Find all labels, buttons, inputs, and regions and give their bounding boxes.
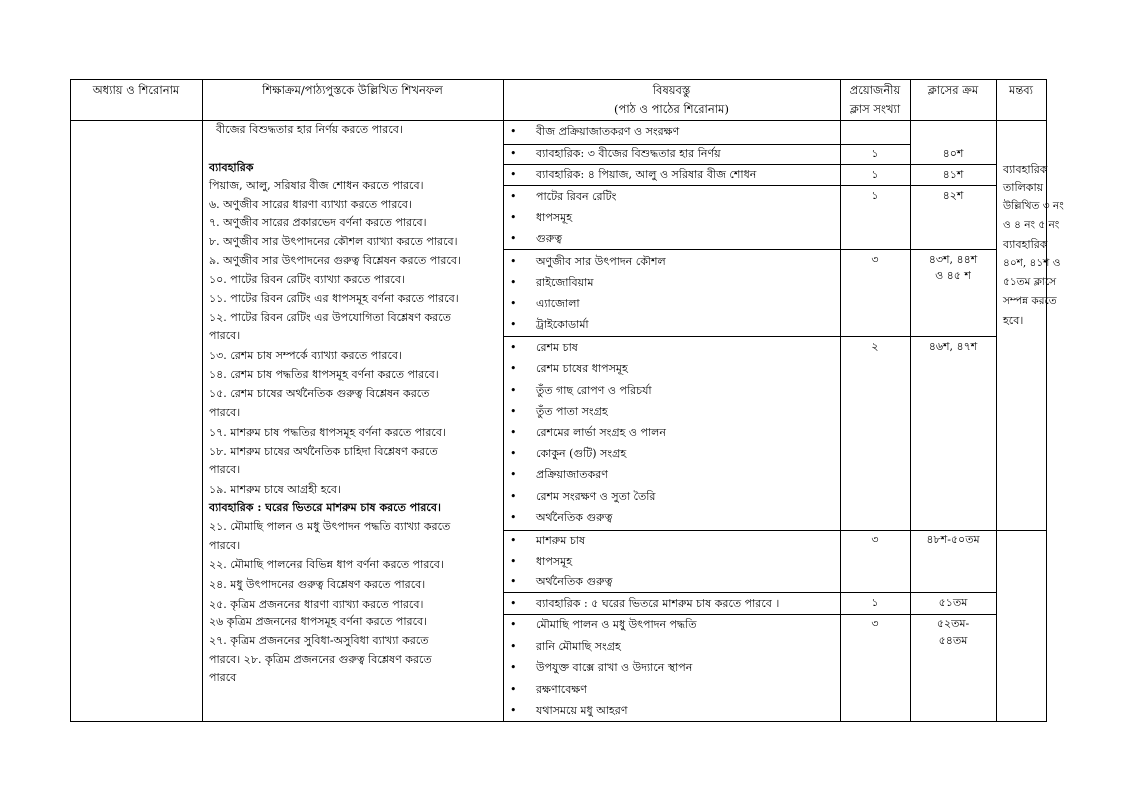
outcome-line: ১১. পাটের রিবন রেটিং এর ধাপসমূহ বর্ণনা করতে পারবে। <box>209 292 459 305</box>
class-count: ১ <box>871 596 879 609</box>
col-line-5 <box>996 79 997 722</box>
row-divider <box>503 592 996 593</box>
outcome-line: ৮. অণুজীব সার উৎপাদনের কৌশল ব্যাখ্যা করতে পারবে। <box>209 235 458 248</box>
header-content-subtitle: (পাঠ ও পাঠের শিরোনাম) <box>614 102 729 116</box>
outcome-line: ১৪. রেশম চাষ পদ্ধতির ধাপসমূহ বর্ণনা করতে পারবে। <box>209 368 439 381</box>
remark-line: ও ৪ নং ৫ নং <box>1003 219 1060 231</box>
row-divider <box>503 164 996 165</box>
remark-line: উল্লিখিত ৩ নং <box>1003 200 1064 212</box>
outcome-line: ২২. মৌমাছি পালনের বিভিন্ন ধাপ বর্ণনা করতে পারবে। <box>209 558 444 571</box>
class-order: ৪২শ <box>942 189 964 202</box>
outcome-line: ১৩. রেশম চাষ সম্পর্কে ব্যাখ্যা করতে পারবে। <box>209 349 402 362</box>
outcome-line: ১২. পাটের রিবন রেটিং এর উপযোগিতা বিশ্লেষণ করতে <box>209 311 451 324</box>
class-order: ৫২তম- <box>936 617 970 630</box>
col-line-1 <box>202 79 203 722</box>
outcome-line: ১৫. রেশম চাষের অর্থনৈতিক গুরুত্ব বিশ্লেষন করতে <box>209 387 430 400</box>
row-divider <box>503 336 996 337</box>
outcome-line: ১০. পাটের রিবন রেটিং ব্যাখ্যা করতে পারবে। <box>209 273 405 286</box>
outcome-line: ৭. অণুজীব সারের প্রকারভেদ বর্ণনা করতে পারবে। <box>209 216 427 229</box>
class-order: ৪৮শ-৫০তম <box>926 533 980 546</box>
table-bottom-border <box>70 721 1046 722</box>
header-bottom-border <box>70 120 1046 121</box>
remark-line: ব্যাবহারিক <box>1003 163 1048 176</box>
row-divider <box>503 530 1046 531</box>
outcome-line: ১৮. মাশরুম চাষের অর্থনৈতিক চাহিদা বিশ্লেষণ করতে <box>209 445 438 458</box>
class-order: ৪০শ <box>942 147 964 160</box>
class-count: ৩ <box>871 617 879 630</box>
outcome-line: পারবে। <box>209 539 241 552</box>
remark-line: ৫১তম ক্লাসে <box>1003 276 1057 288</box>
col-line-2 <box>503 79 504 722</box>
class-order: ৫৪তম <box>938 634 968 647</box>
outcome-line: ২৬ কৃত্রিম প্রজননের ধাপসমূহ বর্ণনা করতে পারবে। <box>209 615 428 628</box>
class-count: ১ <box>871 189 879 202</box>
outcome-line: ২৪. মধু উৎপাদনের গুরুত্ব বিশ্লেষণ করতে পারবে। <box>209 578 426 591</box>
outcome-practical-line: ব্যাবহারিক : ঘরের ভিতরে মাশরুম চাষ করতে পারবে। <box>209 501 441 514</box>
header-remarks: মন্তব্য <box>1008 83 1034 97</box>
class-order: ৪১শ <box>942 168 964 181</box>
outcome-line: ২১. মৌমাছি পালন ও মধু উৎপাদন পদ্ধতি ব্যাখ্যা করতে <box>209 520 451 533</box>
outcome-line: পারবে। ২৮. কৃত্রিম প্রজননের গুরুত্ব বিশ্লেষণ করতে <box>209 653 432 666</box>
outcome-line: বীজের বিশুদ্ধতার হার নির্ণয় করতে পারবে। <box>216 123 403 136</box>
remark-line: ৪০শ, ৪১শ ও <box>1003 257 1061 269</box>
outcome-line: ৬. অণুজীব সারের ধারণা ব্যাখ্যা করতে পারবে। <box>209 198 412 211</box>
class-count: ১ <box>871 168 879 181</box>
remark-line: সম্পন্ন করতে <box>1003 295 1057 307</box>
header-chapter: অধ্যায় ও শিরোনাম <box>92 83 180 97</box>
outcome-line: পারবে। <box>209 463 241 476</box>
class-count: ৩ <box>871 533 879 546</box>
outcome-line: পিয়াজ, আলু, সরিষার বীজ শোধন করতে পারবে। <box>209 179 424 192</box>
class-order: ও ৪৫ শ <box>935 269 971 282</box>
outcome-line: পারবে। <box>209 329 241 342</box>
outcome-line: ২৭. কৃত্রিম প্রজননের সুবিধা-অসুবিধা ব্যাখ্যা করতে <box>209 634 429 647</box>
col-line-0 <box>70 79 71 722</box>
header-content-title: বিষয়বস্তু <box>652 83 691 97</box>
header-order: ক্লাসের ক্রম <box>927 83 979 97</box>
class-count: ২ <box>871 340 879 353</box>
outcome-line: ২৫. কৃত্রিম প্রজননের ধারণা ব্যাখ্যা করতে পারবে। <box>209 598 424 611</box>
remark-line: তালিকায় <box>1003 181 1044 194</box>
class-count: ৩ <box>871 253 879 266</box>
remark-line: হবে। <box>1003 314 1024 327</box>
outcome-line: ৯. অণুজীব সার উৎপাদনের গুরুত্ব বিশ্লেষন করতে পারবে। <box>209 254 461 267</box>
outcome-heading-practical: ব্যাবহারিক <box>209 161 254 174</box>
remark-line: ব্যাবহারিক <box>1003 238 1048 251</box>
class-order: ৪৬শ, ৪৭শ <box>928 340 978 353</box>
outcome-line: পারবে <box>209 671 237 684</box>
row-divider <box>503 249 996 250</box>
class-order: ৫১তম <box>938 596 968 609</box>
class-order: ৪৩শ, ৪৪শ <box>928 253 978 266</box>
row-divider <box>503 185 996 186</box>
outcome-line: পারবে। <box>209 406 241 419</box>
row-divider <box>503 614 996 615</box>
outcome-line: ১৯. মাশরুম চাষে আগ্রহী হবে। <box>209 483 341 496</box>
header-classes-line1: প্রয়োজনীয় <box>849 83 901 97</box>
outcome-line: ১৭. মাশরুম চাষ পদ্ধতির ধাপসমূহ বর্ণনা করতে পারবে। <box>209 426 446 439</box>
class-count: ১ <box>871 147 879 160</box>
header-classes-line2: ক্লাস সংখ্যা <box>849 102 901 116</box>
header-outcomes: শিক্ষাক্রম/পাঠ্যপুস্তকে উল্লিখিত শিখনফল <box>262 83 443 97</box>
row-divider <box>503 144 910 145</box>
